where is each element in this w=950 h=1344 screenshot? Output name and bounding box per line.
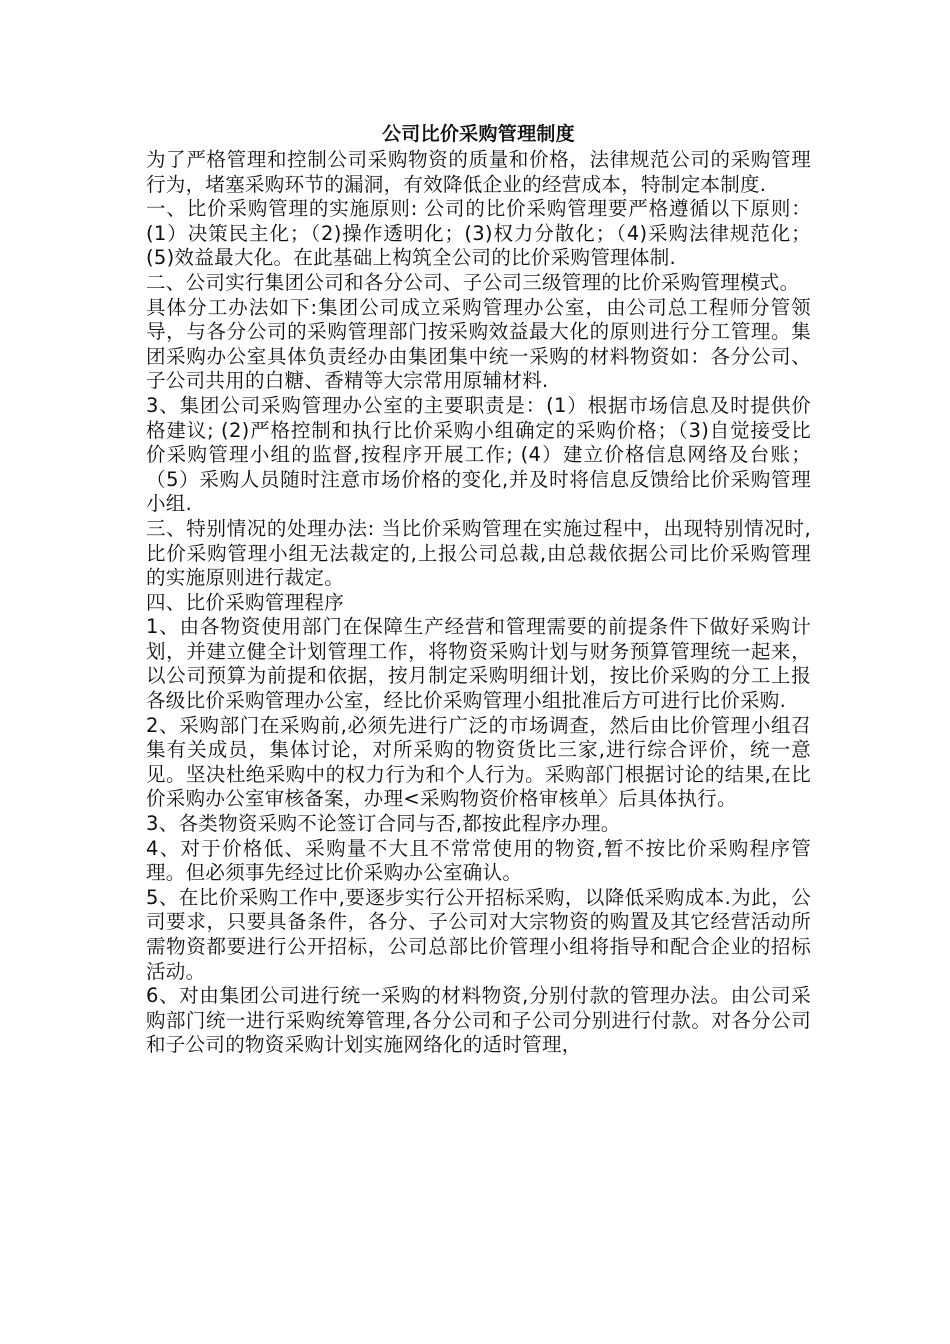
paragraph-procedure-3: 3、各类物资采购不论签订合同与否,都按此程序办理。 [146,812,621,836]
paragraph-section-4-heading: 四、比价采购管理程序 [146,590,345,614]
document-title: 公司比价采购管理制度 [381,123,575,145]
paragraph-office-duties: 3、集团公司采购管理办公室的主要职责是：(1）根据市场信息及时提供价格建议; (2)严格控制和执行比价采购小组确定的采购价格；（3)自觉接受比价采购管理小组的监督,按程序开展工作; (4）建立价格信息网络及台账；（5）采购人员随时注意市场价格的变化,并及时将信息反馈给比价采购管理小组. [146,393,811,516]
paragraph-division-of-work: 具体分工办法如下:集团公司成立采购管理办公室，由公司总工程师分管领导，与各分公司的采购管理部门按采购效益最大化的原则进行分工管理。集团采购办公室具体负责经办由集团集中统一采购的材料物资如：各分公司、子公司共用的白糖、香精等大宗常用原辅材料. [146,295,811,393]
paragraph-procedure-4: 4、对于价格低、采购量不大且不常常使用的物资,暂不按比价采购程序管理。但必须事先经过比价采购办公室确认。 [146,836,811,885]
paragraph-procedure-1: 1、由各物资使用部门在保障生产经营和管理需要的前提条件下做好采购计划，并建立健全计划管理工作，将物资采购计划与财务预算管理统一起来，以公司预算为前提和依据，按月制定采购明细计划，按比价采购的分工上报各级比价采购管理办公室，经比价采购管理小组批准后方可进行比价采购. [146,615,811,713]
paragraph-section-1-principles: 一、比价采购管理的实施原则: 公司的比价采购管理要严格遵循以下原则：(1）决策民主化；（2)操作透明化；(3)权力分散化；（4)采购法律规范化；(5)效益最大化。在此基础上构筑全公司的比价采购管理体制. [146,197,811,270]
paragraph-section-2-model: 二、公司实行集团公司和各分公司、子公司三级管理的比价采购管理模式。 [146,270,800,294]
paragraph-procedure-5: 5、在比价采购工作中,要逐步实行公开招标采购，以降低采购成本.为此，公司要求，只要具备条件，各分、子公司对大宗物资的购置及其它经营活动所需物资都要进行公开招标，公司总部比价管理小组将指导和配合企业的招标活动。 [146,885,811,983]
paragraph-intro: 为了严格管理和控制公司采购物资的质量和价格，法律规范公司的采购管理行为，堵塞采购环节的漏洞，有效降低企业的经营成本，特制定本制度. [146,148,811,196]
paragraph-procedure-2: 2、采购部门在采购前,必须先进行广泛的市场调查，然后由比价管理小组召集有关成员，集体讨论，对所采购的物资货比三家,进行综合评价，统一意见。坚决杜绝采购中的权力行为和个人行为。采购部门根据讨论的结果,在比价采购办公室审核备案，办理<采购物资价格审核单〉后具体执行。 [146,713,811,811]
paragraph-procedure-6: 6、对由集团公司进行统一采购的材料物资,分别付款的管理办法。由公司采购部门统一进行采购统筹管理,各分公司和子公司分别进行付款。对各分公司和子公司的物资采购计划实施网络化的适时管理， [146,984,811,1057]
paragraph-section-3-special-cases: 三、特别情况的处理办法: 当比价采购管理在实施过程中，出现特别情况时,比价采购管理小组无法裁定的,上报公司总裁,由总裁依据公司比价采购管理的实施原则进行裁定。 [146,516,811,590]
document-body [146,120,811,1058]
